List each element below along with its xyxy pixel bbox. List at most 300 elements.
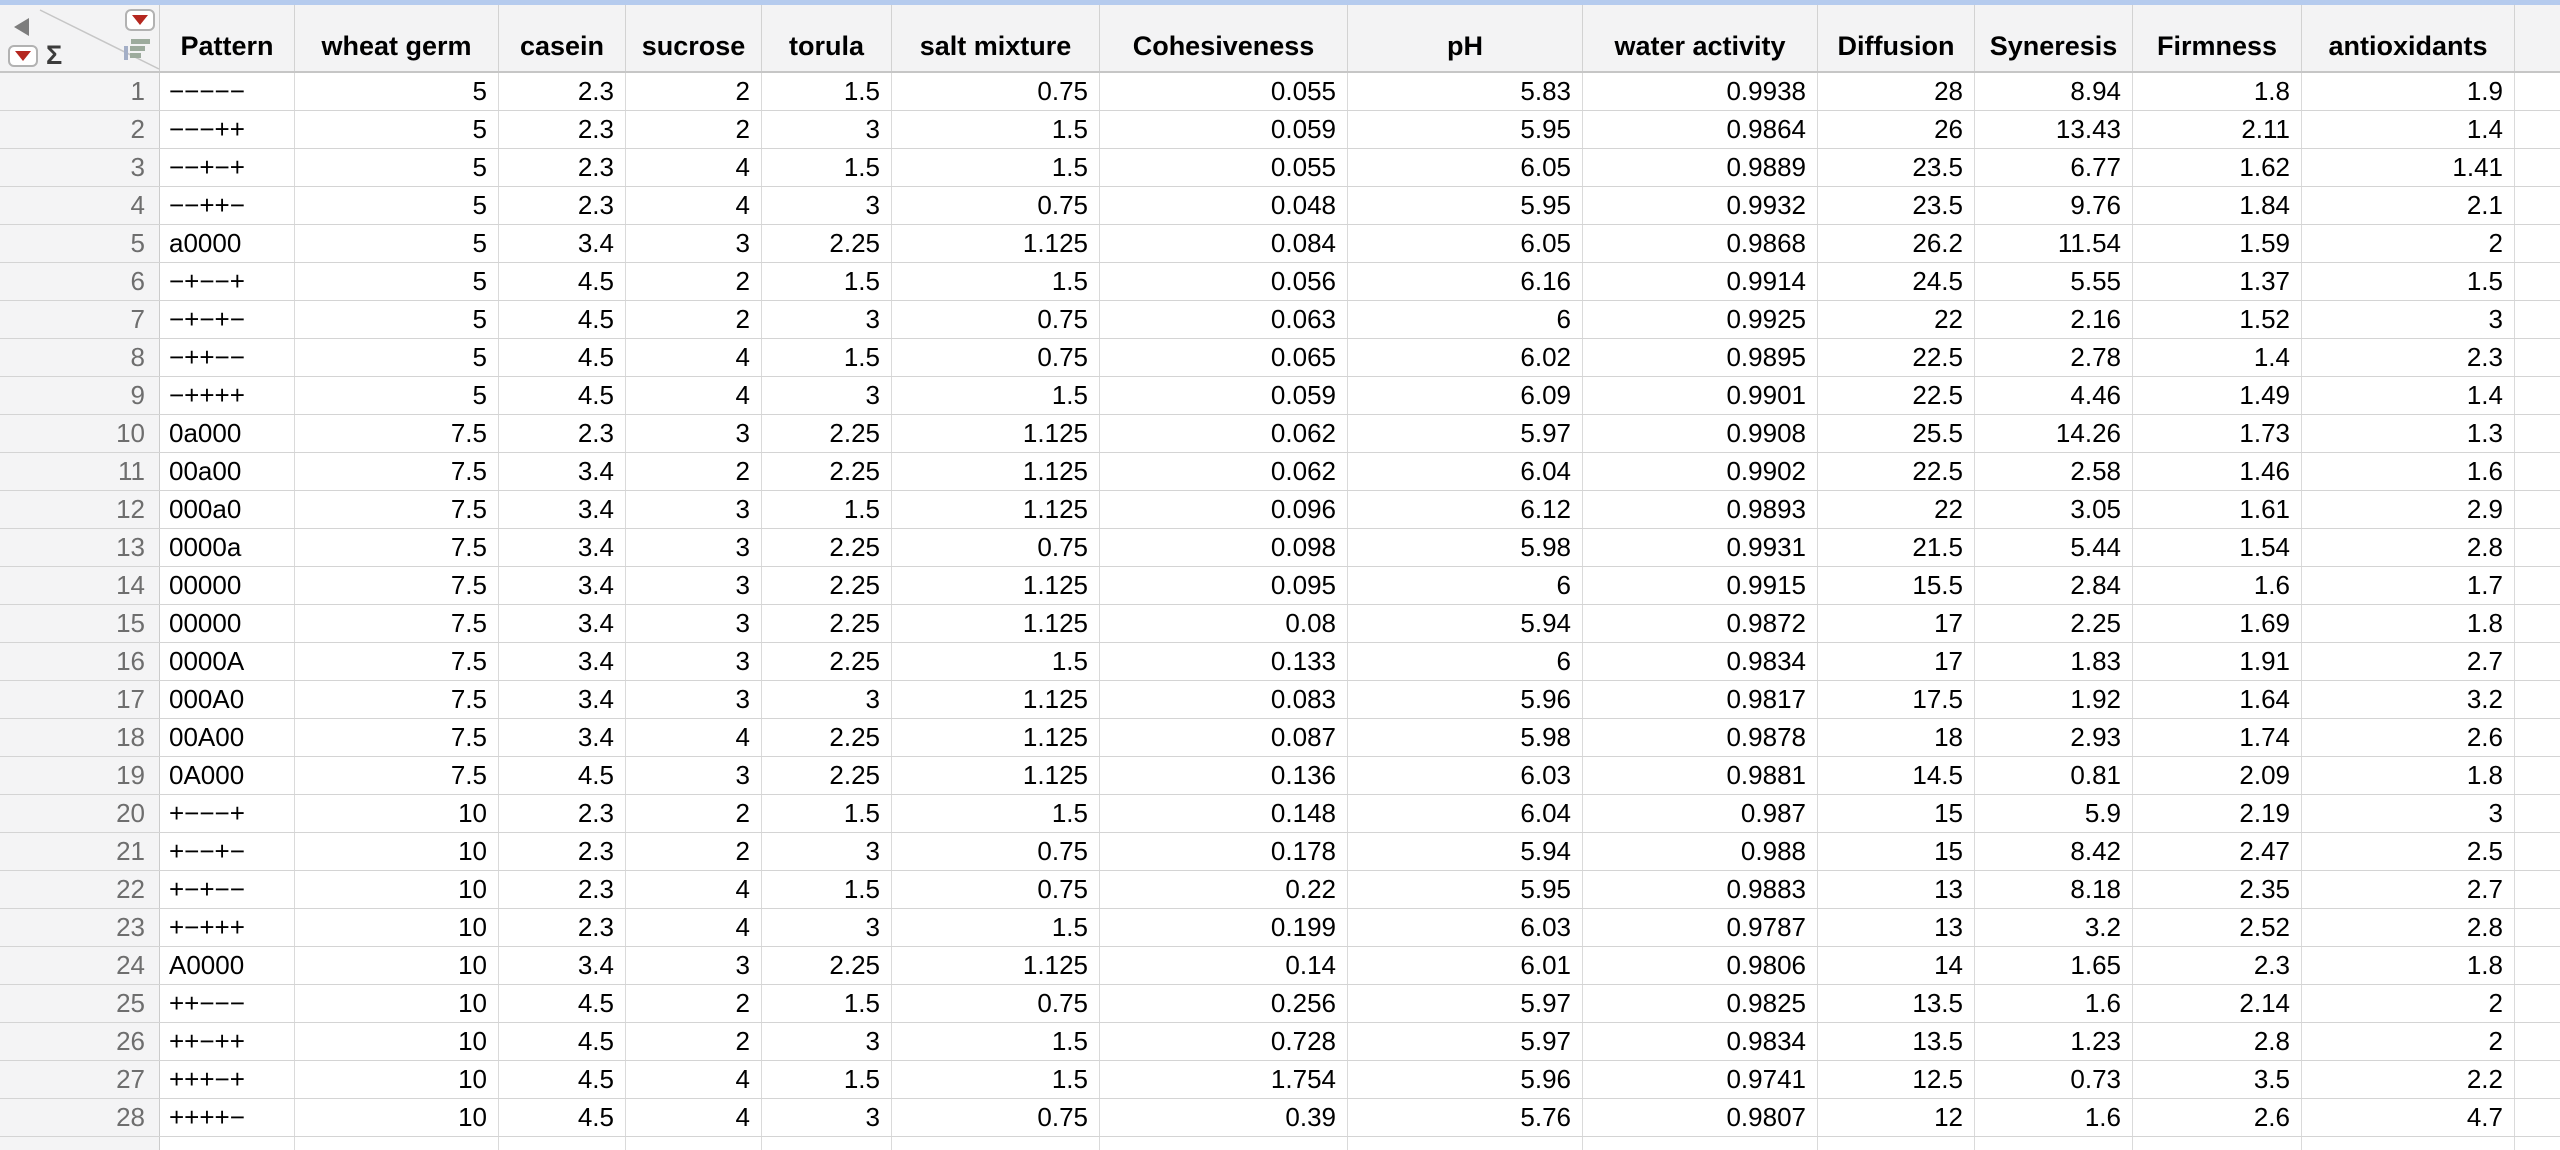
row-number[interactable]: 17 xyxy=(0,681,160,718)
cell-sucrose[interactable]: 2 xyxy=(626,111,762,148)
cell-water-activity[interactable]: 0.987 xyxy=(1583,795,1818,832)
cell-pattern[interactable]: 0A000 xyxy=(160,757,295,794)
cell-empty[interactable] xyxy=(295,1137,499,1150)
row-number[interactable]: 28 xyxy=(0,1099,160,1136)
cell-water-activity[interactable]: 0.9925 xyxy=(1583,301,1818,338)
cell-salt-mixture[interactable]: 1.125 xyxy=(892,491,1100,528)
cell-casein[interactable]: 4.5 xyxy=(499,985,626,1022)
cell-casein[interactable]: 2.3 xyxy=(499,187,626,224)
cell-torula[interactable]: 1.5 xyxy=(762,149,892,186)
cell-pattern[interactable]: 00000 xyxy=(160,567,295,604)
cell-water-activity[interactable]: 0.9787 xyxy=(1583,909,1818,946)
cell-salt-mixture[interactable]: 1.5 xyxy=(892,263,1100,300)
cell-firmness[interactable]: 1.84 xyxy=(2133,187,2302,224)
cell-cohesiveness[interactable]: 0.087 xyxy=(1100,719,1348,756)
row-number[interactable]: 2 xyxy=(0,111,160,148)
cell-water-activity[interactable]: 0.9895 xyxy=(1583,339,1818,376)
cell-water-activity[interactable]: 0.9834 xyxy=(1583,643,1818,680)
cell-empty[interactable] xyxy=(2133,1137,2302,1150)
cell-water-activity[interactable]: 0.9864 xyxy=(1583,111,1818,148)
cell-casein[interactable]: 2.3 xyxy=(499,415,626,452)
cell-antioxidants[interactable]: 1.5 xyxy=(2302,263,2515,300)
cell-cohesiveness[interactable]: 1.754 xyxy=(1100,1061,1348,1098)
cell-wheat-germ[interactable]: 7.5 xyxy=(295,605,499,642)
cell-antioxidants[interactable]: 1.4 xyxy=(2302,377,2515,414)
row-number[interactable]: 14 xyxy=(0,567,160,604)
cell-torula[interactable]: 2.25 xyxy=(762,605,892,642)
cell-ph[interactable]: 6.04 xyxy=(1348,795,1583,832)
cell-empty[interactable] xyxy=(1818,1137,1975,1150)
cell-syneresis[interactable]: 0.73 xyxy=(1975,1061,2133,1098)
cell-firmness[interactable]: 1.8 xyxy=(2133,73,2302,110)
cell-casein[interactable]: 4.5 xyxy=(499,339,626,376)
cell-ph[interactable]: 5.96 xyxy=(1348,681,1583,718)
cell-torula[interactable]: 1.5 xyxy=(762,1061,892,1098)
column-header-water-activity[interactable]: water activity xyxy=(1583,5,1818,71)
cell-casein[interactable]: 2.3 xyxy=(499,833,626,870)
cell-syneresis[interactable]: 2.84 xyxy=(1975,567,2133,604)
cell-water-activity[interactable]: 0.9902 xyxy=(1583,453,1818,490)
cell-ph[interactable]: 6.05 xyxy=(1348,225,1583,262)
cell-torula[interactable]: 3 xyxy=(762,833,892,870)
cell-torula[interactable]: 2.25 xyxy=(762,643,892,680)
cell-pattern[interactable]: 000a0 xyxy=(160,491,295,528)
cell-firmness[interactable]: 2.11 xyxy=(2133,111,2302,148)
row-number[interactable] xyxy=(0,1137,160,1150)
cell-antioxidants[interactable]: 3 xyxy=(2302,795,2515,832)
cell-sucrose[interactable]: 3 xyxy=(626,643,762,680)
cell-casein[interactable]: 2.3 xyxy=(499,149,626,186)
cell-firmness[interactable]: 2.52 xyxy=(2133,909,2302,946)
cell-syneresis[interactable]: 1.92 xyxy=(1975,681,2133,718)
cell-sucrose[interactable]: 2 xyxy=(626,301,762,338)
cell-diffusion[interactable]: 13.5 xyxy=(1818,1023,1975,1060)
cell-wheat-germ[interactable]: 10 xyxy=(295,1023,499,1060)
cell-water-activity[interactable]: 0.9908 xyxy=(1583,415,1818,452)
row-number[interactable]: 13 xyxy=(0,529,160,566)
cell-wheat-germ[interactable]: 5 xyxy=(295,149,499,186)
cell-syneresis[interactable]: 1.83 xyxy=(1975,643,2133,680)
cell-sucrose[interactable]: 2 xyxy=(626,263,762,300)
cell-antioxidants[interactable]: 2.6 xyxy=(2302,719,2515,756)
cell-casein[interactable]: 4.5 xyxy=(499,1099,626,1136)
cell-ph[interactable]: 5.95 xyxy=(1348,871,1583,908)
cell-water-activity[interactable]: 0.9741 xyxy=(1583,1061,1818,1098)
cell-pattern[interactable]: A0000 xyxy=(160,947,295,984)
cell-pattern[interactable]: a0000 xyxy=(160,225,295,262)
cell-ph[interactable]: 6 xyxy=(1348,301,1583,338)
cell-syneresis[interactable]: 8.42 xyxy=(1975,833,2133,870)
cell-torula[interactable]: 3 xyxy=(762,187,892,224)
cell-cohesiveness[interactable]: 0.048 xyxy=(1100,187,1348,224)
cell-sucrose[interactable]: 4 xyxy=(626,909,762,946)
cell-syneresis[interactable]: 5.44 xyxy=(1975,529,2133,566)
row-number[interactable]: 1 xyxy=(0,73,160,110)
cell-antioxidants[interactable]: 2.1 xyxy=(2302,187,2515,224)
cell-torula[interactable]: 1.5 xyxy=(762,339,892,376)
cell-ph[interactable]: 6.05 xyxy=(1348,149,1583,186)
column-header-salt-mixture[interactable]: salt mixture xyxy=(892,5,1100,71)
cell-casein[interactable]: 4.5 xyxy=(499,377,626,414)
column-header-sucrose[interactable]: sucrose xyxy=(626,5,762,71)
cell-wheat-germ[interactable]: 5 xyxy=(295,263,499,300)
cell-syneresis[interactable]: 11.54 xyxy=(1975,225,2133,262)
cell-antioxidants[interactable]: 2.3 xyxy=(2302,339,2515,376)
cell-pattern[interactable]: −+−−+ xyxy=(160,263,295,300)
cell-sucrose[interactable]: 3 xyxy=(626,757,762,794)
row-number[interactable]: 8 xyxy=(0,339,160,376)
cell-firmness[interactable]: 2.35 xyxy=(2133,871,2302,908)
cell-wheat-germ[interactable]: 7.5 xyxy=(295,719,499,756)
cell-cohesiveness[interactable]: 0.055 xyxy=(1100,149,1348,186)
column-header-pattern[interactable]: Pattern xyxy=(160,5,295,71)
cell-wheat-germ[interactable]: 7.5 xyxy=(295,529,499,566)
cell-diffusion[interactable]: 28 xyxy=(1818,73,1975,110)
row-number[interactable]: 26 xyxy=(0,1023,160,1060)
cell-empty[interactable] xyxy=(160,1137,295,1150)
cell-wheat-germ[interactable]: 5 xyxy=(295,301,499,338)
cell-syneresis[interactable]: 9.76 xyxy=(1975,187,2133,224)
cell-antioxidants[interactable]: 1.41 xyxy=(2302,149,2515,186)
cell-water-activity[interactable]: 0.9834 xyxy=(1583,1023,1818,1060)
column-header-torula[interactable]: torula xyxy=(762,5,892,71)
cell-salt-mixture[interactable]: 1.125 xyxy=(892,681,1100,718)
cell-antioxidants[interactable]: 4.7 xyxy=(2302,1099,2515,1136)
cell-syneresis[interactable]: 2.93 xyxy=(1975,719,2133,756)
column-header-casein[interactable]: casein xyxy=(499,5,626,71)
row-number[interactable]: 23 xyxy=(0,909,160,946)
cell-diffusion[interactable]: 13 xyxy=(1818,909,1975,946)
cell-syneresis[interactable]: 8.18 xyxy=(1975,871,2133,908)
cell-ph[interactable]: 5.83 xyxy=(1348,73,1583,110)
cell-ph[interactable]: 5.76 xyxy=(1348,1099,1583,1136)
cell-antioxidants[interactable]: 1.7 xyxy=(2302,567,2515,604)
row-number[interactable]: 25 xyxy=(0,985,160,1022)
cell-water-activity[interactable]: 0.9817 xyxy=(1583,681,1818,718)
cell-diffusion[interactable]: 25.5 xyxy=(1818,415,1975,452)
panel-collapse-icon[interactable] xyxy=(14,18,29,36)
cell-diffusion[interactable]: 17 xyxy=(1818,605,1975,642)
cell-ph[interactable]: 5.96 xyxy=(1348,1061,1583,1098)
cell-antioxidants[interactable]: 1.4 xyxy=(2302,111,2515,148)
cell-ph[interactable]: 5.95 xyxy=(1348,111,1583,148)
row-number[interactable]: 15 xyxy=(0,605,160,642)
row-number[interactable]: 11 xyxy=(0,453,160,490)
cell-water-activity[interactable]: 0.9878 xyxy=(1583,719,1818,756)
cell-torula[interactable]: 2.25 xyxy=(762,529,892,566)
cell-cohesiveness[interactable]: 0.084 xyxy=(1100,225,1348,262)
cell-pattern[interactable]: +++−+ xyxy=(160,1061,295,1098)
cell-syneresis[interactable]: 2.58 xyxy=(1975,453,2133,490)
cell-diffusion[interactable]: 14.5 xyxy=(1818,757,1975,794)
cell-casein[interactable]: 4.5 xyxy=(499,1023,626,1060)
cell-cohesiveness[interactable]: 0.065 xyxy=(1100,339,1348,376)
cell-casein[interactable]: 4.5 xyxy=(499,757,626,794)
cell-ph[interactable]: 5.98 xyxy=(1348,719,1583,756)
cell-casein[interactable]: 4.5 xyxy=(499,1061,626,1098)
rows-menu-button[interactable] xyxy=(8,45,38,67)
cell-torula[interactable]: 3 xyxy=(762,1023,892,1060)
cell-wheat-germ[interactable]: 7.5 xyxy=(295,567,499,604)
cell-antioxidants[interactable]: 1.3 xyxy=(2302,415,2515,452)
cell-ph[interactable]: 5.97 xyxy=(1348,985,1583,1022)
cell-casein[interactable]: 2.3 xyxy=(499,73,626,110)
cell-cohesiveness[interactable]: 0.055 xyxy=(1100,73,1348,110)
cell-torula[interactable]: 3 xyxy=(762,1099,892,1136)
cell-salt-mixture[interactable]: 1.5 xyxy=(892,111,1100,148)
column-header-firmness[interactable]: Firmness xyxy=(2133,5,2302,71)
cell-antioxidants[interactable]: 2.7 xyxy=(2302,643,2515,680)
row-number[interactable]: 10 xyxy=(0,415,160,452)
cell-torula[interactable]: 2.25 xyxy=(762,947,892,984)
cell-sucrose[interactable]: 4 xyxy=(626,871,762,908)
cell-pattern[interactable]: −−−++ xyxy=(160,111,295,148)
cell-diffusion[interactable]: 15 xyxy=(1818,795,1975,832)
cell-firmness[interactable]: 1.37 xyxy=(2133,263,2302,300)
cell-firmness[interactable]: 3.5 xyxy=(2133,1061,2302,1098)
cell-ph[interactable]: 6.12 xyxy=(1348,491,1583,528)
cell-water-activity[interactable]: 0.9807 xyxy=(1583,1099,1818,1136)
cell-sucrose[interactable]: 3 xyxy=(626,491,762,528)
cell-casein[interactable]: 2.3 xyxy=(499,795,626,832)
cell-syneresis[interactable]: 2.16 xyxy=(1975,301,2133,338)
cell-pattern[interactable]: 000A0 xyxy=(160,681,295,718)
cell-water-activity[interactable]: 0.9901 xyxy=(1583,377,1818,414)
cell-firmness[interactable]: 2.19 xyxy=(2133,795,2302,832)
cell-cohesiveness[interactable]: 0.148 xyxy=(1100,795,1348,832)
cell-diffusion[interactable]: 22 xyxy=(1818,301,1975,338)
column-header-cohesiveness[interactable]: Cohesiveness xyxy=(1100,5,1348,71)
cell-cohesiveness[interactable]: 0.059 xyxy=(1100,111,1348,148)
cell-sucrose[interactable]: 4 xyxy=(626,339,762,376)
cell-sucrose[interactable]: 4 xyxy=(626,719,762,756)
columns-panel-icon[interactable] xyxy=(123,37,151,61)
cell-diffusion[interactable]: 13 xyxy=(1818,871,1975,908)
cell-diffusion[interactable]: 22.5 xyxy=(1818,453,1975,490)
cell-salt-mixture[interactable]: 0.75 xyxy=(892,301,1100,338)
cell-pattern[interactable]: +−+++ xyxy=(160,909,295,946)
cell-empty[interactable] xyxy=(1100,1137,1348,1150)
cell-syneresis[interactable]: 13.43 xyxy=(1975,111,2133,148)
row-number[interactable]: 9 xyxy=(0,377,160,414)
cell-salt-mixture[interactable]: 0.75 xyxy=(892,1099,1100,1136)
cell-ph[interactable]: 6.03 xyxy=(1348,757,1583,794)
cell-pattern[interactable]: −++++ xyxy=(160,377,295,414)
cell-diffusion[interactable]: 22.5 xyxy=(1818,339,1975,376)
cell-antioxidants[interactable]: 2.7 xyxy=(2302,871,2515,908)
cell-casein[interactable]: 3.4 xyxy=(499,681,626,718)
cell-diffusion[interactable]: 14 xyxy=(1818,947,1975,984)
cell-water-activity[interactable]: 0.9806 xyxy=(1583,947,1818,984)
cell-pattern[interactable]: −++−− xyxy=(160,339,295,376)
cell-water-activity[interactable]: 0.9889 xyxy=(1583,149,1818,186)
cell-firmness[interactable]: 1.59 xyxy=(2133,225,2302,262)
cell-sucrose[interactable]: 2 xyxy=(626,1023,762,1060)
cell-sucrose[interactable]: 3 xyxy=(626,567,762,604)
cell-salt-mixture[interactable]: 1.5 xyxy=(892,377,1100,414)
cell-firmness[interactable]: 1.6 xyxy=(2133,567,2302,604)
cell-water-activity[interactable]: 0.9868 xyxy=(1583,225,1818,262)
cell-salt-mixture[interactable]: 0.75 xyxy=(892,833,1100,870)
cell-sucrose[interactable]: 3 xyxy=(626,529,762,566)
cell-torula[interactable]: 3 xyxy=(762,377,892,414)
cell-wheat-germ[interactable]: 10 xyxy=(295,947,499,984)
cell-casein[interactable]: 3.4 xyxy=(499,605,626,642)
cell-diffusion[interactable]: 21.5 xyxy=(1818,529,1975,566)
cell-salt-mixture[interactable]: 1.125 xyxy=(892,719,1100,756)
cell-torula[interactable]: 1.5 xyxy=(762,795,892,832)
cell-pattern[interactable]: 0a000 xyxy=(160,415,295,452)
cell-firmness[interactable]: 1.61 xyxy=(2133,491,2302,528)
cell-salt-mixture[interactable]: 1.125 xyxy=(892,757,1100,794)
cell-firmness[interactable]: 1.62 xyxy=(2133,149,2302,186)
cell-empty[interactable] xyxy=(626,1137,762,1150)
cell-syneresis[interactable]: 3.05 xyxy=(1975,491,2133,528)
cell-wheat-germ[interactable]: 10 xyxy=(295,833,499,870)
cell-antioxidants[interactable]: 2.2 xyxy=(2302,1061,2515,1098)
columns-menu-button[interactable] xyxy=(125,9,155,31)
cell-diffusion[interactable]: 18 xyxy=(1818,719,1975,756)
cell-sucrose[interactable]: 3 xyxy=(626,681,762,718)
cell-pattern[interactable]: −−++− xyxy=(160,187,295,224)
cell-diffusion[interactable]: 13.5 xyxy=(1818,985,1975,1022)
cell-water-activity[interactable]: 0.9915 xyxy=(1583,567,1818,604)
cell-ph[interactable]: 6.03 xyxy=(1348,909,1583,946)
column-header-ph[interactable]: pH xyxy=(1348,5,1583,71)
cell-ph[interactable]: 6 xyxy=(1348,567,1583,604)
cell-salt-mixture[interactable]: 0.75 xyxy=(892,529,1100,566)
cell-salt-mixture[interactable]: 1.5 xyxy=(892,643,1100,680)
row-number[interactable]: 21 xyxy=(0,833,160,870)
cell-diffusion[interactable]: 17 xyxy=(1818,643,1975,680)
cell-casein[interactable]: 4.5 xyxy=(499,301,626,338)
cell-diffusion[interactable]: 22.5 xyxy=(1818,377,1975,414)
cell-empty[interactable] xyxy=(1348,1137,1583,1150)
cell-cohesiveness[interactable]: 0.062 xyxy=(1100,415,1348,452)
cell-cohesiveness[interactable]: 0.178 xyxy=(1100,833,1348,870)
cell-salt-mixture[interactable]: 0.75 xyxy=(892,339,1100,376)
cell-ph[interactable]: 6.02 xyxy=(1348,339,1583,376)
cell-torula[interactable]: 1.5 xyxy=(762,491,892,528)
cell-syneresis[interactable]: 4.46 xyxy=(1975,377,2133,414)
cell-wheat-germ[interactable]: 5 xyxy=(295,111,499,148)
cell-sucrose[interactable]: 2 xyxy=(626,795,762,832)
cell-salt-mixture[interactable]: 1.5 xyxy=(892,1061,1100,1098)
cell-firmness[interactable]: 1.64 xyxy=(2133,681,2302,718)
cell-pattern[interactable]: ++−++ xyxy=(160,1023,295,1060)
cell-cohesiveness[interactable]: 0.096 xyxy=(1100,491,1348,528)
cell-torula[interactable]: 3 xyxy=(762,681,892,718)
cell-torula[interactable]: 1.5 xyxy=(762,871,892,908)
cell-diffusion[interactable]: 23.5 xyxy=(1818,149,1975,186)
cell-water-activity[interactable]: 0.9881 xyxy=(1583,757,1818,794)
cell-water-activity[interactable]: 0.9932 xyxy=(1583,187,1818,224)
row-number[interactable]: 16 xyxy=(0,643,160,680)
cell-antioxidants[interactable]: 1.9 xyxy=(2302,73,2515,110)
cell-antioxidants[interactable]: 2 xyxy=(2302,225,2515,262)
cell-cohesiveness[interactable]: 0.728 xyxy=(1100,1023,1348,1060)
cell-cohesiveness[interactable]: 0.133 xyxy=(1100,643,1348,680)
cell-cohesiveness[interactable]: 0.22 xyxy=(1100,871,1348,908)
cell-salt-mixture[interactable]: 1.125 xyxy=(892,225,1100,262)
row-number[interactable]: 12 xyxy=(0,491,160,528)
cell-torula[interactable]: 2.25 xyxy=(762,567,892,604)
cell-torula[interactable]: 3 xyxy=(762,111,892,148)
cell-water-activity[interactable]: 0.9883 xyxy=(1583,871,1818,908)
cell-salt-mixture[interactable]: 1.125 xyxy=(892,947,1100,984)
cell-syneresis[interactable]: 1.6 xyxy=(1975,985,2133,1022)
cell-wheat-germ[interactable]: 5 xyxy=(295,225,499,262)
cell-casein[interactable]: 2.3 xyxy=(499,111,626,148)
cell-pattern[interactable]: ++++− xyxy=(160,1099,295,1136)
cell-cohesiveness[interactable]: 0.256 xyxy=(1100,985,1348,1022)
cell-torula[interactable]: 2.25 xyxy=(762,757,892,794)
cell-pattern[interactable]: 0000A xyxy=(160,643,295,680)
cell-wheat-germ[interactable]: 10 xyxy=(295,909,499,946)
cell-pattern[interactable]: 0000a xyxy=(160,529,295,566)
cell-firmness[interactable]: 2.09 xyxy=(2133,757,2302,794)
cell-torula[interactable]: 2.25 xyxy=(762,415,892,452)
cell-casein[interactable]: 3.4 xyxy=(499,643,626,680)
cell-water-activity[interactable]: 0.9825 xyxy=(1583,985,1818,1022)
cell-cohesiveness[interactable]: 0.08 xyxy=(1100,605,1348,642)
cell-sucrose[interactable]: 3 xyxy=(626,225,762,262)
cell-water-activity[interactable]: 0.988 xyxy=(1583,833,1818,870)
cell-sucrose[interactable]: 2 xyxy=(626,453,762,490)
cell-casein[interactable]: 3.4 xyxy=(499,225,626,262)
cell-firmness[interactable]: 2.6 xyxy=(2133,1099,2302,1136)
cell-sucrose[interactable]: 4 xyxy=(626,187,762,224)
cell-ph[interactable]: 5.97 xyxy=(1348,1023,1583,1060)
cell-wheat-germ[interactable]: 7.5 xyxy=(295,491,499,528)
cell-antioxidants[interactable]: 2 xyxy=(2302,985,2515,1022)
cell-cohesiveness[interactable]: 0.199 xyxy=(1100,909,1348,946)
cell-empty[interactable] xyxy=(762,1137,892,1150)
cell-syneresis[interactable]: 8.94 xyxy=(1975,73,2133,110)
cell-casein[interactable]: 3.4 xyxy=(499,719,626,756)
cell-syneresis[interactable]: 14.26 xyxy=(1975,415,2133,452)
cell-water-activity[interactable]: 0.9914 xyxy=(1583,263,1818,300)
cell-wheat-germ[interactable]: 10 xyxy=(295,1061,499,1098)
cell-casein[interactable]: 2.3 xyxy=(499,909,626,946)
cell-sucrose[interactable]: 4 xyxy=(626,149,762,186)
cell-pattern[interactable]: −−−−− xyxy=(160,73,295,110)
cell-wheat-germ[interactable]: 10 xyxy=(295,985,499,1022)
cell-wheat-germ[interactable]: 5 xyxy=(295,339,499,376)
cell-sucrose[interactable]: 2 xyxy=(626,985,762,1022)
cell-firmness[interactable]: 2.8 xyxy=(2133,1023,2302,1060)
column-header-diffusion[interactable]: Diffusion xyxy=(1818,5,1975,71)
cell-salt-mixture[interactable]: 1.125 xyxy=(892,567,1100,604)
cell-ph[interactable]: 6.16 xyxy=(1348,263,1583,300)
cell-casein[interactable]: 4.5 xyxy=(499,263,626,300)
cell-salt-mixture[interactable]: 0.75 xyxy=(892,985,1100,1022)
cell-syneresis[interactable]: 3.2 xyxy=(1975,909,2133,946)
cell-diffusion[interactable]: 15 xyxy=(1818,833,1975,870)
cell-diffusion[interactable]: 15.5 xyxy=(1818,567,1975,604)
cell-salt-mixture[interactable]: 1.5 xyxy=(892,149,1100,186)
cell-syneresis[interactable]: 6.77 xyxy=(1975,149,2133,186)
cell-ph[interactable]: 5.95 xyxy=(1348,187,1583,224)
cell-pattern[interactable]: 00a00 xyxy=(160,453,295,490)
cell-firmness[interactable]: 1.69 xyxy=(2133,605,2302,642)
cell-salt-mixture[interactable]: 1.125 xyxy=(892,415,1100,452)
cell-casein[interactable]: 3.4 xyxy=(499,491,626,528)
row-number[interactable]: 5 xyxy=(0,225,160,262)
cell-pattern[interactable]: +−−−+ xyxy=(160,795,295,832)
cell-salt-mixture[interactable]: 0.75 xyxy=(892,187,1100,224)
cell-pattern[interactable]: 00A00 xyxy=(160,719,295,756)
